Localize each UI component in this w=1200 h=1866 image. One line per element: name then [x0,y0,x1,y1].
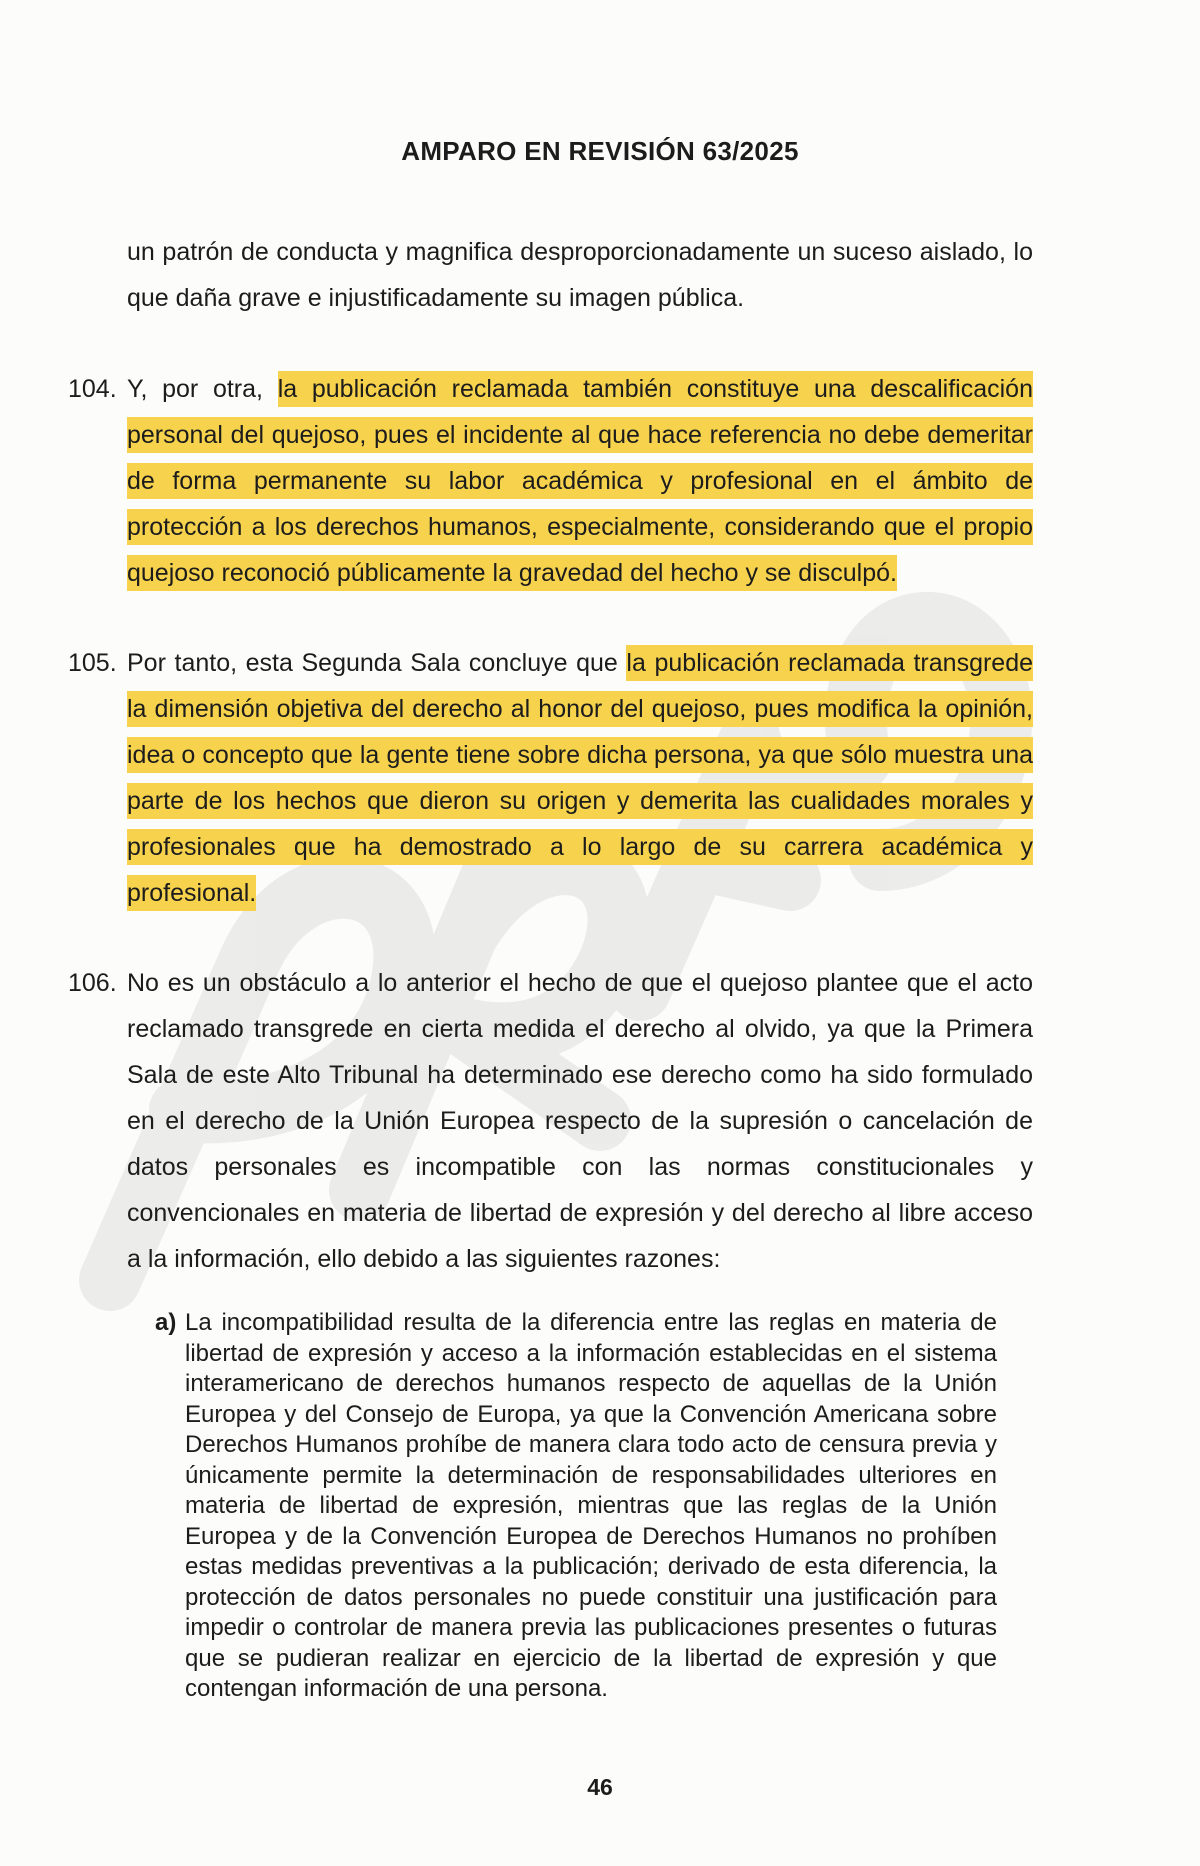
paragraph-text: Y, por otra, [127,375,278,403]
paragraph-106 [68,960,1033,1282]
paragraph-text: Por tanto, esta Segunda Sala concluye que [127,649,627,677]
list-item-label: a) [155,1309,177,1336]
paragraph-number: 106. [68,969,117,997]
document-header: AMPARO EN REVISIÓN 63/2025 [401,136,799,166]
highlighted-text: la publicación reclamada transgrede la dimensión objetiva del derecho al honor del quejoso, pues modifica la opinión, idea o concepto que la gente tiene sobre dicha persona, ya que sólo muestra una parte de los hechos que dieron su origen y demerita las cualidades morales y profesionales que ha demostrado a lo largo de su carrera académica y profesional. [127,649,1034,907]
paragraph-104 [68,366,1033,596]
list-item [155,1308,997,1705]
paragraph-text: No es un obstáculo a lo anterior el hecho de que el quejoso plantee que el acto reclamado transgrede en cierta medida el derecho al olvido, ya que la Primera Sala de este Alto Tribunal ha determinado ese derecho como ha sido formulado en el derecho de la Unión Europea respecto de la supresión o cancelación de datos personales es incompatible con las normas constitucionales y convencionales en materia de libertad de expresión y del derecho al libre acceso a la información, ello debido a las siguientes razones: [127,969,1033,1273]
page-number: 46 [587,1774,613,1800]
highlighted-text: la publicación reclamada también constituye una descalificación personal del quejoso, pues el incidente al que hace referencia no debe demeritar de forma permanente su labor académica y profesional en el ámbito de protección a los derechos humanos, especialmente, considerando que el propio quejoso reconoció públicamente la gravedad del hecho y se disculpó. [127,375,1033,587]
paragraph-continuation [127,229,1033,321]
paragraph-text: un patrón de conducta y magnifica desproporcionadamente un suceso aislado, lo que daña grave e injustificadamente su imagen pública. [127,238,1033,312]
paragraph-number: 105. [68,649,117,677]
document-body [68,229,1034,1326]
list-item-text: La incompatibilidad resulta de la diferencia entre las reglas en materia de libertad de expresión y acceso a la información establecidas en el sistema interamericano de derechos humanos respecto de aquellas de la Unión Europea y del Consejo de Europa, ya que la Convención Americana sobre Derechos Humanos prohíbe de manera clara todo acto de censura previa y únicamente permite la determinación de responsabilidades ulteriores en materia de libertad de expresión, mientras que las reglas de la Unión Europea y de la Convención Europea de Derechos Humanos no prohíben estas medidas preventivas a la publicación; derivado de esta diferencia, la protección de datos personales no puede constituir una justificación para impedir o controlar de manera previa las publicaciones presentes o futuras que se pudieran realizar en ejercicio de la libertad de expresión y que contengan información de una persona. [185,1309,997,1702]
paragraph-105 [68,640,1034,916]
paragraph-number: 104. [68,375,117,403]
